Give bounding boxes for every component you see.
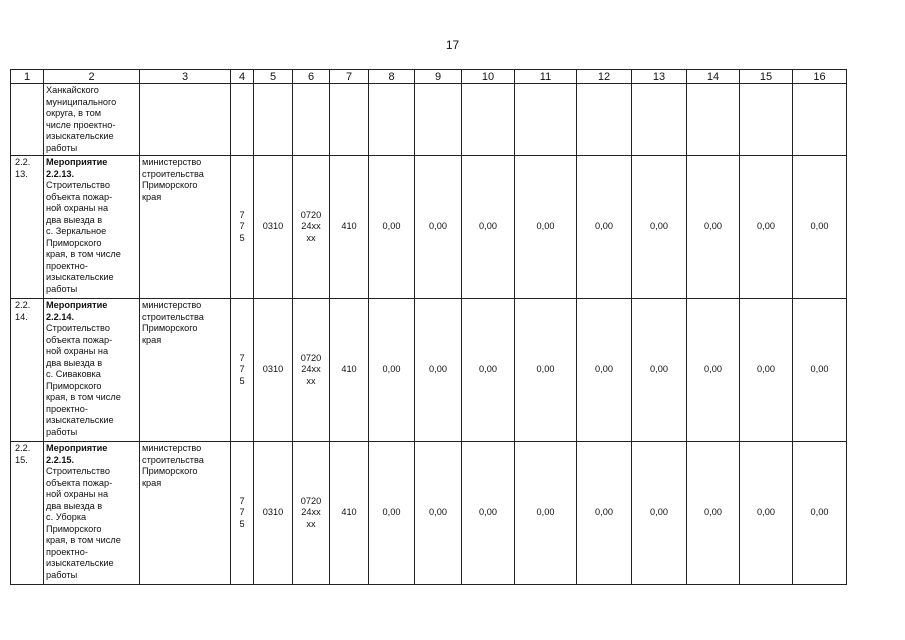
value-cell: 0,00 [793,442,847,585]
budget-table [10,69,847,585]
value-cell: 0,00 [793,156,847,299]
column-header: 7 [330,70,369,84]
executor: министерство строительства Приморского края [142,443,204,488]
grbs-cell [231,299,254,442]
description-cell [44,299,140,442]
empty-cell [577,84,632,156]
column-header: 14 [687,70,740,84]
executor: министерство строительства Приморского края [142,300,204,345]
row-number-cell [11,442,44,585]
value-cell: 0,00 [687,299,740,442]
value-cell: 0,00 [369,299,415,442]
value-cell: 0,00 [740,156,793,299]
column-header: 4 [231,70,254,84]
activity-description: Строительство объекта пожар- ной охраны на два выезда в с. Сиваковка Приморского края, в том числе проектно- изыскательские работы [46,323,121,437]
value-cell: 0,00 [740,442,793,585]
empty-cell [687,84,740,156]
value-cell: 0,00 [740,299,793,442]
column-header: 12 [577,70,632,84]
grbs-cell [231,442,254,585]
row-number: 2.2. 14. [15,300,31,322]
activity-description: Ханкайского муниципального округа, в том числе проектно- изыскательские работы [46,85,117,153]
value-cell: 0,00 [515,299,577,442]
csr-code: 0720 24xx xx [300,352,322,386]
description-cell [44,84,140,156]
column-header: 3 [140,70,231,84]
executor-cell [140,299,231,442]
empty-cell [515,84,577,156]
empty-cell [254,84,293,156]
column-header: 15 [740,70,793,84]
empty-cell [793,84,847,156]
column-header: 11 [515,70,577,84]
value-cell: 0,00 [462,156,515,299]
value-cell: 0,00 [687,156,740,299]
value-cell: 0,00 [632,442,687,585]
grbs-code: 7 7 5 [239,209,245,243]
empty-cell [740,84,793,156]
column-header: 10 [462,70,515,84]
empty-cell [462,84,515,156]
empty-cell [330,84,369,156]
value-cell: 0,00 [632,299,687,442]
value-cell: 0,00 [632,156,687,299]
column-header: 2 [44,70,140,84]
vr-code: 410 [330,442,369,585]
row-number-cell [11,156,44,299]
rzpr-code: 0310 [254,299,293,442]
column-header: 13 [632,70,687,84]
activity-title: Мероприятие 2.2.14. [46,300,108,322]
empty-cell [231,84,254,156]
value-cell: 0,00 [462,442,515,585]
empty-cell [11,84,44,156]
grbs-code: 7 7 5 [239,495,245,529]
executor: министерство строительства Приморского края [142,157,204,202]
description-cell [44,442,140,585]
value-cell: 0,00 [515,156,577,299]
column-header: 16 [793,70,847,84]
value-cell: 0,00 [577,442,632,585]
row-number: 2.2. 15. [15,443,31,465]
value-cell: 0,00 [793,299,847,442]
empty-cell [140,84,231,156]
value-cell: 0,00 [415,156,462,299]
value-cell: 0,00 [415,299,462,442]
table-row-continuation [11,84,847,156]
value-cell: 0,00 [577,156,632,299]
description-cell [44,156,140,299]
value-cell: 0,00 [369,156,415,299]
table-row [11,156,847,299]
vr-code: 410 [330,156,369,299]
activity-description: Строительство объекта пожар- ной охраны на два выезда в с. Уборка Приморского края, в том числе проектно- изыскательские работы [46,466,121,580]
activity-title: Мероприятие 2.2.15. [46,443,108,465]
empty-cell [293,84,330,156]
csr-cell [293,156,330,299]
activity-title: Мероприятие 2.2.13. [46,157,108,179]
csr-cell [293,442,330,585]
value-cell: 0,00 [577,299,632,442]
column-header: 1 [11,70,44,84]
rzpr-code: 0310 [254,156,293,299]
csr-code: 0720 24xx xx [300,495,322,529]
executor-cell [140,442,231,585]
grbs-cell [231,156,254,299]
column-header: 9 [415,70,462,84]
value-cell: 0,00 [515,442,577,585]
value-cell: 0,00 [687,442,740,585]
csr-code: 0720 24xx xx [300,209,322,243]
row-number: 2.2. 13. [15,157,31,179]
empty-cell [415,84,462,156]
table-row [11,299,847,442]
column-header: 5 [254,70,293,84]
row-number-cell [11,299,44,442]
empty-cell [632,84,687,156]
page-number: 17 [445,38,460,52]
grbs-code: 7 7 5 [239,352,245,386]
rzpr-code: 0310 [254,442,293,585]
vr-code: 410 [330,299,369,442]
csr-cell [293,299,330,442]
column-header: 8 [369,70,415,84]
value-cell: 0,00 [462,299,515,442]
executor-cell [140,156,231,299]
table-row [11,442,847,585]
column-header: 6 [293,70,330,84]
table-header-row [11,70,847,84]
value-cell: 0,00 [369,442,415,585]
empty-cell [369,84,415,156]
activity-description: Строительство объекта пожар- ной охраны на два выезда в с. Зеркальное Приморского края, в том числе проектно- изыскательские работы [46,180,121,294]
value-cell: 0,00 [415,442,462,585]
